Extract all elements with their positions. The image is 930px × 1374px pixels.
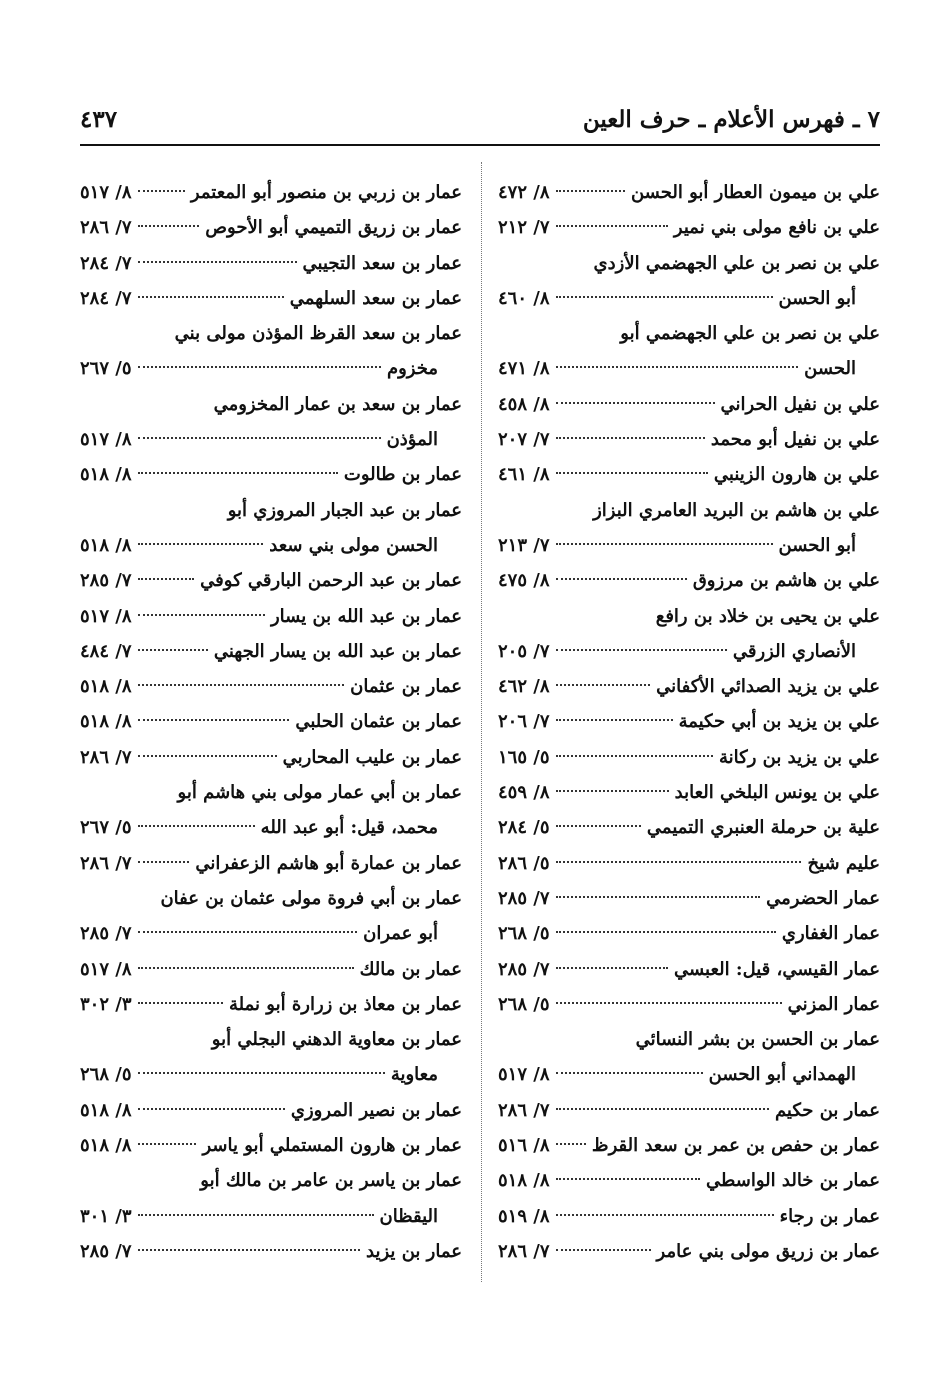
leader-dots (556, 190, 625, 192)
index-entry (80, 457, 462, 492)
leader-dots (138, 1002, 223, 1004)
entry-name: علي بن نفيل الحراني (720, 393, 880, 415)
entry-name: عمار بن الحسن بن بشر النسائي (635, 1029, 880, 1051)
index-entry (498, 1128, 880, 1163)
index-entry (80, 952, 462, 987)
index-entry (80, 881, 462, 916)
index-entry (498, 1234, 880, 1269)
index-entry (80, 351, 462, 386)
entry-name: عمار بن عبد الله بن يسار الجهني (213, 640, 462, 662)
entry-name: علي بن ميمون العطار أبو الحسن (630, 182, 880, 203)
entry-name: عمار بن حفص بن عمر بن سعد القرظ (591, 1135, 880, 1157)
entry-reference: ٨/ ٥١٧ (498, 1064, 550, 1086)
entry-name: عمار بن سعد التجيبي (302, 252, 462, 274)
index-entry (498, 316, 880, 351)
leader-dots (138, 967, 354, 969)
leader-dots (556, 896, 761, 898)
leader-dots (138, 296, 284, 298)
index-entry (80, 422, 462, 457)
leader-dots (138, 1143, 197, 1145)
entry-name: عمار بن رجاء (779, 1205, 880, 1227)
entry-name: عمار بن هارون المستملي أبو ياسر (202, 1135, 462, 1157)
leader-dots (138, 719, 290, 721)
index-entry (80, 704, 462, 739)
index-entry (80, 599, 462, 634)
leader-dots (556, 719, 673, 721)
entry-reference: ٧/ ٢٨٥ (498, 958, 550, 980)
entry-reference: ٨/ ٤٦١ (498, 464, 550, 486)
entry-name: علي بن نصر بن علي الجهضمي أبو (620, 323, 880, 345)
leader-dots (138, 825, 255, 827)
index-entry (498, 457, 880, 492)
leader-dots (556, 1214, 774, 1216)
index-entry (498, 599, 880, 634)
entry-reference: ٨/ ٤٥٨ (498, 393, 550, 415)
entry-name: علي بن هاشم بن مرزوق (692, 570, 880, 592)
leader-dots (556, 1002, 782, 1004)
entry-reference: ٧/ ٢٨٥ (80, 1240, 132, 1262)
leader-dots (138, 684, 345, 686)
entry-reference: ٨/ ٥١٧ (80, 605, 132, 627)
entry-name: عمار بن زريق مولى بني عامر (656, 1240, 880, 1262)
index-entry (80, 387, 462, 422)
leader-dots (556, 755, 713, 757)
leader-dots (138, 1214, 374, 1216)
entry-name: عمار بن حكيم (774, 1099, 880, 1121)
entry-name: عمار القيسي، قيل: العبسي (674, 958, 880, 980)
index-entry (498, 846, 880, 881)
index-entry (498, 740, 880, 775)
entry-name: عمار بن سعد السلهمي (289, 287, 462, 309)
entry-name: محمد، قيل: أبو عبد الله (260, 817, 438, 839)
entry-name: علي بن هارون الزينبي (713, 464, 880, 486)
entry-reference: ٧/ ٢٨٥ (80, 570, 132, 592)
entry-name: عمار بن عليب المحاربي (282, 746, 462, 768)
entry-name: معاوية (390, 1064, 438, 1086)
entry-name: عمار بن سعد بن عمار المخزومي (213, 393, 462, 415)
entry-name: عمار بن أبي عمار مولى بني هاشم أبو (177, 782, 462, 804)
entry-reference: ٨/ ٤٧١ (498, 358, 550, 380)
entry-name: عمار الغفاري (781, 923, 880, 945)
entry-reference: ٨/ ٥١٨ (80, 464, 132, 486)
entry-name: عمار بن معاذ بن زرارة أبو نملة (228, 993, 462, 1015)
leader-dots (138, 190, 185, 192)
entry-reference: ٧/ ٢٨٦ (80, 746, 132, 768)
index-entry (498, 351, 880, 386)
index-entry (80, 316, 462, 351)
entry-name: اليقظان (379, 1205, 438, 1227)
entry-name: أبو الحسن (778, 534, 856, 556)
leader-dots (138, 225, 200, 227)
entry-reference: ٧/ ٢٨٦ (498, 1099, 550, 1121)
leader-dots (138, 931, 358, 933)
entry-reference: ٨/ ٥١٨ (80, 676, 132, 698)
entry-reference: ٥/ ٢٨٤ (498, 817, 550, 839)
entry-reference: ٥/ ٢٦٨ (80, 1064, 132, 1086)
entry-reference: ٨/ ٥١٦ (498, 1135, 550, 1157)
index-entry (498, 810, 880, 845)
entry-reference: ٥/ ٢٦٨ (498, 993, 550, 1015)
entry-reference: ٧/ ٢٨٤ (80, 252, 132, 274)
entry-name: عمار بن يزيد (366, 1240, 462, 1262)
entry-reference: ٨/ ٥١٧ (80, 429, 132, 451)
leader-dots (138, 1108, 285, 1110)
entry-name: عمار بن أبي فروة مولى عثمان بن عفان (160, 887, 462, 909)
entry-reference: ٨/ ٤٧٢ (498, 182, 550, 203)
entry-reference: ٨/ ٥١٩ (498, 1205, 550, 1227)
index-entry (80, 916, 462, 951)
index-entry (498, 422, 880, 457)
index-entry (498, 669, 880, 704)
entry-name: عمار بن طالوت (343, 464, 462, 486)
entry-name: عمار بن نصير المروزي (290, 1099, 462, 1121)
index-entry (498, 528, 880, 563)
entry-name: الحسن مولى بني سعد (269, 534, 438, 556)
entry-name: الأنصاري الزرقي (732, 640, 856, 662)
entry-name: عمار بن عبد الرحمن البارقي كوفي (200, 570, 462, 592)
leader-dots (556, 1108, 769, 1110)
entry-reference: ٥/ ١٦٥ (498, 746, 550, 768)
entry-name: أبو عمران (363, 923, 438, 945)
index-entry (80, 246, 462, 281)
leader-dots (138, 578, 195, 580)
leader-dots (556, 684, 651, 686)
leader-dots (556, 1178, 700, 1180)
index-entry (80, 987, 462, 1022)
leader-dots (556, 1072, 703, 1074)
leader-dots (556, 1143, 586, 1145)
entry-reference: ٨/ ٥١٨ (80, 1135, 132, 1157)
entry-reference: ٣/ ٣٠٢ (80, 993, 132, 1015)
entry-reference: ٨/ ٤٥٩ (498, 782, 550, 804)
leader-dots (556, 225, 668, 227)
leader-dots (138, 472, 338, 474)
entry-reference: ٧/ ٢١٣ (498, 534, 550, 556)
leader-dots (556, 578, 687, 580)
index-entry (498, 175, 880, 210)
entry-reference: ٨/ ٤٦٢ (498, 676, 550, 698)
index-entry (498, 563, 880, 598)
leader-dots (138, 437, 381, 439)
leader-dots (556, 402, 715, 404)
index-entry (80, 563, 462, 598)
entry-reference: ٨/ ٥١٨ (80, 534, 132, 556)
entry-name: عمار بن زربي بن منصور أبو المعتمر (190, 182, 462, 203)
entry-name: الهمداني أبو الحسن (708, 1064, 856, 1086)
entry-name: علي بن هاشم بن البريد العامري البزاز (593, 499, 880, 521)
index-entry (80, 1234, 462, 1269)
leader-dots (556, 931, 776, 933)
index-entry (498, 1163, 880, 1198)
leader-dots (138, 1072, 385, 1074)
entry-name: عمار بن عبد الجبار المروزي أبو (227, 499, 462, 521)
entry-reference: ٧/ ٢٨٤ (80, 287, 132, 309)
entry-name: علي بن نافع مولى بني نمير (673, 217, 880, 239)
index-entry (80, 175, 462, 210)
entry-reference: ٥/ ٢٦٨ (498, 923, 550, 945)
entry-name: عليم شيخ (807, 852, 880, 874)
entry-reference: ٥/ ٢٦٧ (80, 358, 132, 380)
entry-name: عمار بن عبد الله بن يسار (270, 605, 462, 627)
index-entry (498, 281, 880, 316)
index-entry (498, 916, 880, 951)
running-title: ٧ ـ فهرس الأعلام ـ حرف العين (582, 106, 880, 133)
index-entry (498, 1022, 880, 1057)
entry-reference: ٧/ ٢٨٥ (80, 923, 132, 945)
entry-reference: ٨/ ٤٧٥ (498, 570, 550, 592)
index-entry (498, 493, 880, 528)
entry-reference: ٨/ ٥١٨ (80, 711, 132, 733)
entry-reference: ٧/ ٢٨٥ (498, 887, 550, 909)
column-separator (481, 162, 482, 1282)
page-header (80, 106, 880, 140)
entry-reference: ٧/ ٢٨٦ (498, 1240, 550, 1262)
index-entry (80, 210, 462, 245)
index-entry (498, 881, 880, 916)
index-entry (498, 1199, 880, 1234)
entry-name: عمار بن عمارة أبو هاشم الزعفراني (195, 852, 462, 874)
entry-name: عمار بن عثمان (350, 676, 462, 698)
entry-reference: ٨/ ٤٦٠ (498, 287, 550, 309)
leader-dots (556, 472, 708, 474)
entry-name: عمار بن عثمان الحلبي (295, 711, 462, 733)
entry-reference: ٥/ ٢٨٦ (498, 852, 550, 874)
leader-dots (138, 861, 190, 863)
entry-reference: ٧/ ٢٠٥ (498, 640, 550, 662)
index-entry (498, 704, 880, 739)
leader-dots (556, 825, 641, 827)
index-entry (80, 493, 462, 528)
index-entry (80, 669, 462, 704)
leader-dots (138, 1249, 361, 1251)
leader-dots (556, 1249, 651, 1251)
entry-name: عمار بن معاوية الدهني البجلي أبو (211, 1029, 462, 1051)
entry-name: مخزوم (386, 358, 438, 380)
leader-dots (556, 296, 773, 298)
index-entry (80, 1199, 462, 1234)
index-entry (80, 1022, 462, 1057)
index-entry (498, 210, 880, 245)
entry-name: علية بن حرملة العنبري التميمي (646, 817, 880, 839)
leader-dots (138, 614, 265, 616)
leader-dots (556, 790, 669, 792)
index-entry (498, 1057, 880, 1092)
entry-reference: ٥/ ٢٦٧ (80, 817, 132, 839)
leader-dots (556, 366, 799, 368)
header-rule (80, 144, 880, 146)
entry-reference: ٧/ ٢٠٧ (498, 429, 550, 451)
entry-name: علي بن يونس البلخي العابد (674, 782, 880, 804)
leader-dots (556, 861, 802, 863)
index-entry (80, 281, 462, 316)
entry-name: الحسن (804, 358, 856, 380)
entry-name: عمار الحضرمي (766, 887, 880, 909)
entry-reference: ٧/ ٢١٢ (498, 217, 550, 239)
leader-dots (138, 543, 264, 545)
entry-reference: ٧/ ٢٨٦ (80, 852, 132, 874)
index-entry (80, 528, 462, 563)
entry-name: عمار بن مالك (359, 958, 462, 980)
entry-reference: ٨/ ٥١٨ (80, 1099, 132, 1121)
entry-name: علي بن يزيد بن أبي حكيمة (678, 711, 880, 733)
leader-dots (138, 261, 297, 263)
entry-name: علي بن يزيد بن ركانة (719, 746, 880, 768)
leader-dots (138, 366, 381, 368)
entry-reference: ٧/ ٤٨٤ (80, 640, 132, 662)
index-entry (80, 1128, 462, 1163)
index-entry (498, 987, 880, 1022)
entry-name: علي بن نفيل أبو محمد (710, 429, 880, 451)
index-entry (498, 634, 880, 669)
entry-name: عمار بن خالد الواسطي (705, 1170, 880, 1192)
leader-dots (556, 649, 727, 651)
index-entry (498, 387, 880, 422)
index-entry (80, 634, 462, 669)
entry-reference: ٨/ ٥١٧ (80, 958, 132, 980)
leader-dots (556, 967, 668, 969)
entry-reference: ٧/ ٢٨٦ (80, 217, 132, 239)
index-entry (80, 740, 462, 775)
entry-reference: ٣/ ٣٠١ (80, 1205, 132, 1227)
entry-reference: ٧/ ٢٠٦ (498, 711, 550, 733)
index-entry (80, 1093, 462, 1128)
index-entry (498, 1093, 880, 1128)
page-number: ٤٣٧ (80, 106, 118, 133)
index-entry (498, 246, 880, 281)
entry-name: عمار بن زريق التميمي أبو الأحوص (205, 217, 462, 239)
index-entry (80, 846, 462, 881)
index-column-left (80, 175, 462, 1269)
index-entry (80, 1163, 462, 1198)
index-entry (498, 952, 880, 987)
entry-name: المؤذن (386, 429, 438, 451)
index-entry (80, 1057, 462, 1092)
index-entry (498, 775, 880, 810)
leader-dots (138, 649, 208, 651)
entry-name: علي بن يزيد الصدائي الأكفاني (656, 676, 880, 698)
leader-dots (556, 543, 773, 545)
leader-dots (556, 437, 705, 439)
index-entry (80, 775, 462, 810)
entry-reference: ٨/ ٥١٧ (80, 182, 132, 203)
entry-name: علي بن نصر بن علي الجهضمي الأزدي (593, 252, 880, 274)
entry-name: عمار بن ياسر بن عامر بن مالك أبو (200, 1170, 462, 1192)
leader-dots (138, 755, 277, 757)
entry-name: أبو الحسن (778, 287, 856, 309)
entry-name: عمار المزني (787, 993, 880, 1015)
entry-reference: ٨/ ٥١٨ (498, 1170, 550, 1192)
entry-name: عمار بن سعد القرظ المؤذن مولى بني (174, 323, 462, 345)
index-column-right (498, 175, 880, 1269)
index-entry (80, 810, 462, 845)
entry-name: علي بن يحيى بن خلاد بن رافع (655, 605, 880, 627)
